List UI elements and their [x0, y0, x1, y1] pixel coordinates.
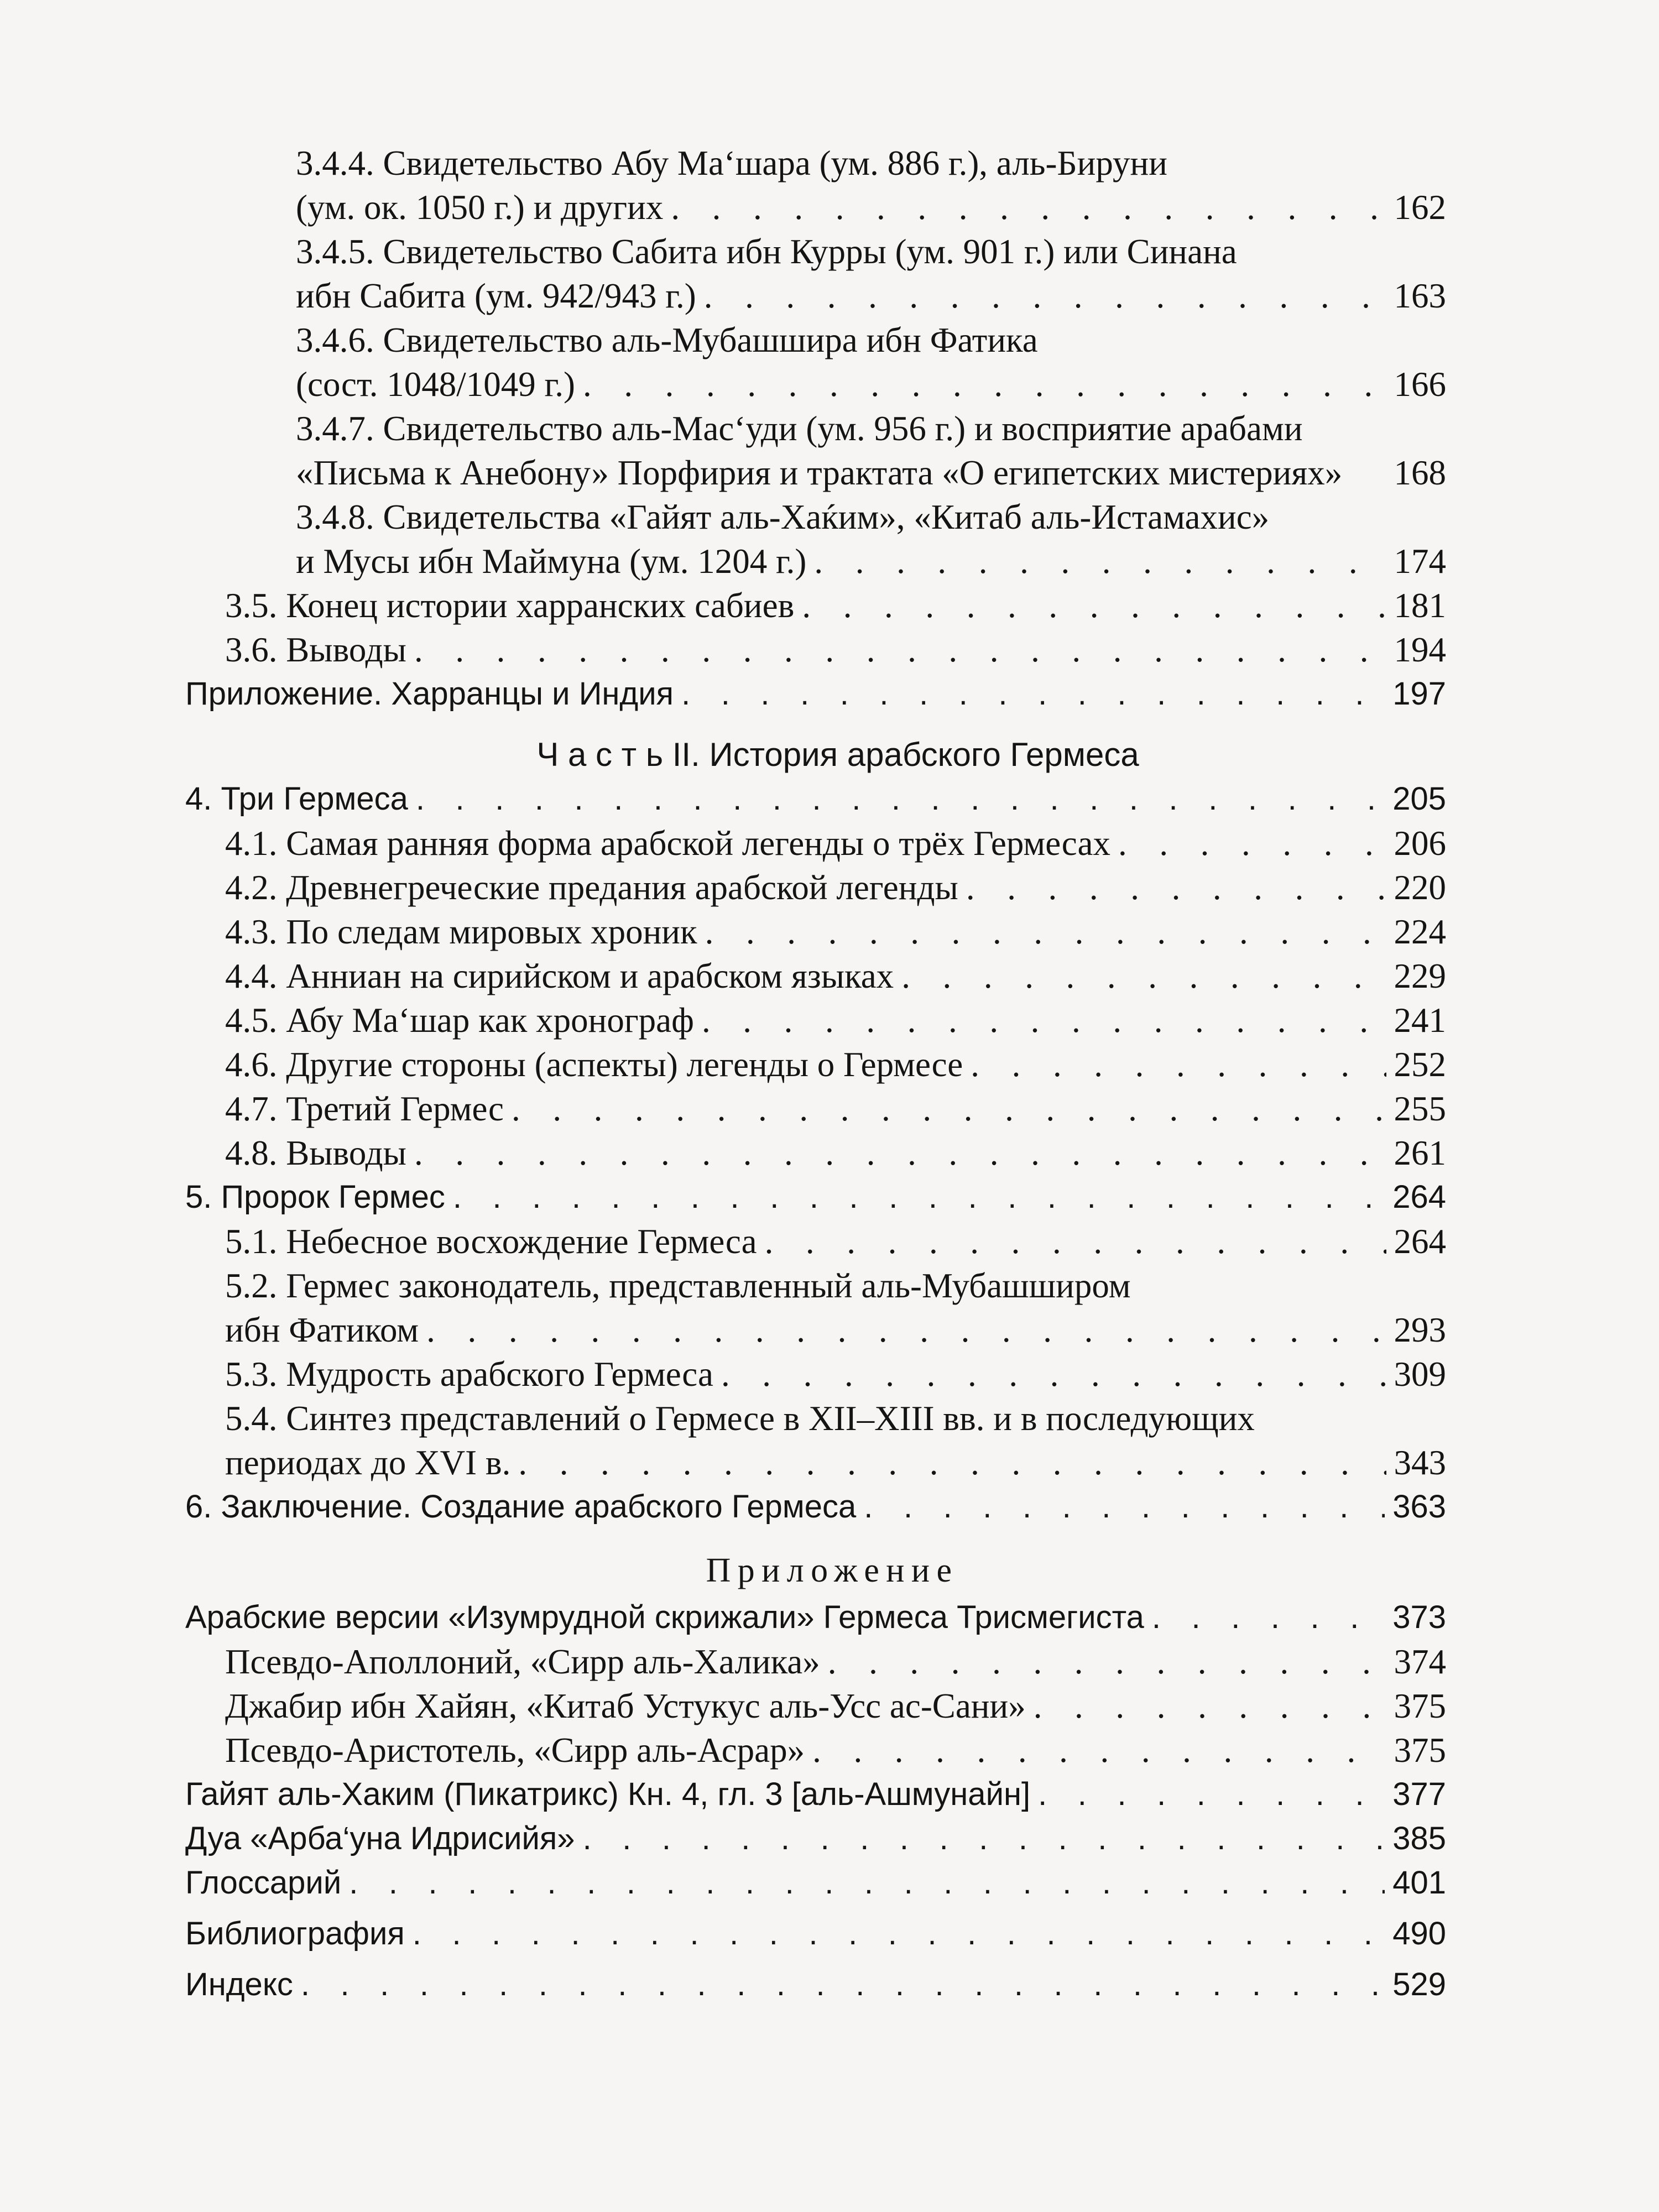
- dot-leader: [518, 1441, 1386, 1485]
- toc-entry[interactable]: [185, 954, 1446, 998]
- toc-entry-title: «Письма к Анебону» Порфирия и трактата «О египетских мистериях»: [296, 453, 1343, 492]
- toc-entry-title: 4.5. Абу Ма‘шар как хронограф: [225, 1001, 694, 1040]
- dot-leader: [414, 628, 1386, 672]
- toc-entry-row: [225, 998, 1446, 1042]
- dot-leader: [802, 583, 1386, 628]
- toc-entry-title: 4.1. Самая ранняя форма арабской легенды о трёх Гермесах: [225, 824, 1110, 863]
- dot-leader: [812, 1728, 1386, 1772]
- dot-leader: [1034, 1684, 1386, 1728]
- page-number: 490: [1392, 1916, 1446, 1952]
- toc-entry-title: 4.6. Другие стороны (аспекты) легенды о Гермесе: [225, 1045, 963, 1084]
- toc-entry-title: 4.4. Анниан на сирийском и арабском языках: [225, 957, 894, 995]
- dot-leader: [705, 910, 1386, 954]
- page-number: 375: [1394, 1731, 1446, 1770]
- toc-entry[interactable]: [185, 628, 1446, 672]
- dot-leader: [301, 1963, 1385, 2007]
- toc-entry-row: [185, 1817, 1446, 1861]
- toc-entry-title: 3.6. Выводы: [225, 630, 406, 669]
- toc-entry[interactable]: [185, 1219, 1446, 1264]
- toc-entry-title: 5.3. Мудрость арабского Гермеса: [225, 1355, 713, 1394]
- entry-gap: [185, 1956, 1446, 1963]
- toc-entry[interactable]: [185, 910, 1446, 954]
- toc-entry-title: Арабские версии «Изумрудной скрижали» Гермеса Трисмегиста: [185, 1599, 1144, 1635]
- toc-entry[interactable]: [185, 583, 1446, 628]
- toc-entry-row: [225, 1352, 1446, 1396]
- entry-gap: [185, 1905, 1446, 1912]
- dot-leader: [671, 185, 1386, 229]
- dot-leader: [828, 1640, 1386, 1684]
- page-number: 377: [1392, 1776, 1446, 1812]
- toc-entry[interactable]: [185, 1772, 1446, 1817]
- page-number: 174: [1394, 542, 1446, 581]
- toc-entry-row: [185, 1485, 1446, 1529]
- toc-entry[interactable]: [185, 318, 1446, 406]
- dot-leader: [681, 672, 1385, 716]
- toc-entry-row: [185, 777, 1446, 821]
- dot-leader: [1152, 1595, 1385, 1640]
- toc-entry-title: Гайят аль-Хаким (Пикатрикс) Кн. 4, гл. 3 [аль-Ашмунайн]: [185, 1776, 1031, 1812]
- dot-leader: [583, 362, 1386, 406]
- toc-entry-row: [296, 362, 1446, 406]
- toc-entry-title: 4.3. По следам мировых хроник: [225, 912, 697, 951]
- dot-leader: [721, 1352, 1386, 1396]
- page-number: 194: [1394, 630, 1446, 669]
- part-heading: Ч а с т ь II. История арабского Гермеса: [536, 736, 1139, 773]
- toc-entry[interactable]: [185, 1175, 1446, 1219]
- toc-entry-row: [225, 1087, 1446, 1131]
- page-number: 229: [1394, 957, 1446, 995]
- toc-entry-row: [225, 1684, 1446, 1728]
- page-number: 241: [1394, 1001, 1446, 1040]
- page-number: 206: [1394, 824, 1446, 863]
- toc-entry-title-line: 3.4.7. Свидетельство аль-Мас‘уди (ум. 956 г.) и восприятие арабами: [296, 409, 1303, 448]
- toc-entry[interactable]: [185, 1728, 1446, 1772]
- toc-entry-title-line: 5.2. Гермес законодатель, представленный аль-Мубашширом: [225, 1266, 1131, 1305]
- toc-entry-row: [185, 1772, 1446, 1817]
- dot-leader: [453, 1175, 1385, 1219]
- toc-entry-title-line: 3.4.4. Свидетельство Абу Ма‘шара (ум. 886 г.), аль-Бируни: [296, 144, 1167, 182]
- toc-entry[interactable]: [185, 998, 1446, 1042]
- toc-block-part2: [185, 777, 1446, 1529]
- toc-entry-row: [225, 1640, 1446, 1684]
- toc-entry-title: Дуа «Арба‘уна Идрисийя»: [185, 1820, 575, 1856]
- toc-entry-title: ибн Сабита (ум. 942/943 г.): [296, 276, 696, 315]
- toc-entry-title: Приложение. Харранцы и Индия: [185, 676, 674, 712]
- page-number: 181: [1394, 586, 1446, 625]
- toc-entry-title-line: 3.4.5. Свидетельство Сабита ибн Курры (ум. 901 г.) или Синана: [296, 232, 1237, 271]
- toc-entry-row: [185, 1861, 1446, 1905]
- page-number: 162: [1394, 188, 1446, 227]
- dot-leader: [864, 1485, 1385, 1529]
- toc-entry-row: [225, 1728, 1446, 1772]
- page-number: 264: [1392, 1179, 1446, 1215]
- page-number: 385: [1392, 1820, 1446, 1856]
- table-of-contents: [185, 141, 1446, 2007]
- toc-entry[interactable]: [185, 1042, 1446, 1087]
- page-number: 343: [1394, 1443, 1446, 1482]
- dot-leader: [814, 539, 1386, 583]
- page-number: 168: [1394, 453, 1446, 492]
- toc-entry[interactable]: [185, 1912, 1446, 1956]
- page-number: 197: [1392, 676, 1446, 712]
- toc-entry-title: 4.8. Выводы: [225, 1134, 406, 1172]
- page-number: 252: [1394, 1045, 1446, 1084]
- toc-entry[interactable]: [185, 141, 1446, 229]
- toc-entry-row: [185, 1595, 1446, 1640]
- page-number: 220: [1394, 868, 1446, 907]
- toc-entry-row: [225, 628, 1446, 672]
- toc-entry-title: 4.7. Третий Гермес: [225, 1089, 504, 1128]
- toc-entry[interactable]: [185, 1087, 1446, 1131]
- toc-entry[interactable]: [185, 777, 1446, 821]
- toc-entry[interactable]: [185, 1485, 1446, 1529]
- page-number: 293: [1394, 1311, 1446, 1349]
- toc-entry-row: [225, 583, 1446, 628]
- toc-entry-title: Псевдо-Аристотель, «Сирр аль-Асрар»: [225, 1731, 805, 1770]
- toc-entry-title: Псевдо-Аполлоний, «Сирр аль-Халика»: [225, 1642, 820, 1681]
- toc-entry-row: [296, 539, 1446, 583]
- page-number: 401: [1392, 1865, 1446, 1901]
- toc-entry-title: 5.1. Небесное восхождение Гермеса: [225, 1222, 757, 1261]
- page-number: 264: [1394, 1222, 1446, 1261]
- toc-entry-row: [296, 274, 1446, 318]
- toc-entry[interactable]: [185, 1640, 1446, 1684]
- toc-entry-row: [296, 451, 1446, 495]
- dot-leader: [512, 1087, 1386, 1131]
- page-number: 375: [1394, 1687, 1446, 1725]
- toc-entry[interactable]: [185, 1595, 1446, 1640]
- toc-entry[interactable]: [185, 1352, 1446, 1396]
- appendix-heading: Приложение: [706, 1552, 959, 1589]
- toc-entry-row: [225, 910, 1446, 954]
- toc-entry-title: и Мусы ибн Маймуна (ум. 1204 г.): [296, 542, 807, 581]
- dot-leader: [765, 1219, 1386, 1264]
- toc-entry-row: [185, 672, 1446, 716]
- toc-entry-row: [296, 185, 1446, 229]
- dot-leader: [702, 998, 1386, 1042]
- toc-entry[interactable]: [185, 1861, 1446, 1905]
- toc-entry-title: 5. Пророк Гермес: [185, 1179, 445, 1215]
- toc-entry-title: (ум. ок. 1050 г.) и других: [296, 188, 664, 227]
- dot-leader: [1118, 821, 1386, 865]
- toc-entry-title: 6. Заключение. Создание арабского Гермеса: [185, 1489, 857, 1525]
- toc-entry[interactable]: [185, 229, 1446, 318]
- dot-leader: [901, 954, 1386, 998]
- page-number: 255: [1394, 1089, 1446, 1128]
- toc-entry-title-line: 3.4.8. Свидетельства «Гайят аль-Хаќим», «Китаб аль-Истамахис»: [296, 498, 1270, 536]
- toc-entry-title: 4. Три Гермеса: [185, 781, 408, 817]
- page-number: 166: [1394, 365, 1446, 404]
- toc-block-appendix: [185, 1595, 1446, 1861]
- toc-entry-title: 3.5. Конец истории харранских сабиев: [225, 586, 795, 625]
- page-number: 373: [1392, 1599, 1446, 1635]
- toc-entry-row: [225, 1308, 1446, 1352]
- dot-leader: [349, 1861, 1385, 1905]
- toc-entry[interactable]: [185, 495, 1446, 583]
- toc-entry-title-line: 3.4.6. Свидетельство аль-Мубашшира ибн Фатика: [296, 321, 1038, 359]
- toc-entry[interactable]: [185, 672, 1446, 716]
- toc-entry-row: [185, 1963, 1446, 2007]
- dot-leader: [971, 1042, 1386, 1087]
- page-number: 163: [1394, 276, 1446, 315]
- dot-leader: [966, 865, 1386, 910]
- toc-entry-row: [225, 954, 1446, 998]
- toc-entry-row: [225, 865, 1446, 910]
- toc-entry-title: ибн Фатиком: [225, 1311, 419, 1349]
- toc-entry-row: [225, 821, 1446, 865]
- toc-entry[interactable]: [185, 1264, 1446, 1352]
- page-number: 224: [1394, 912, 1446, 951]
- dot-leader: [426, 1308, 1386, 1352]
- toc-entry-title: 4.2. Древнегреческие предания арабской легенды: [225, 868, 958, 907]
- toc-entry[interactable]: [185, 1684, 1446, 1728]
- toc-block-part1-end: [185, 141, 1446, 716]
- page-number: 205: [1392, 781, 1446, 817]
- toc-entry[interactable]: [185, 821, 1446, 865]
- page-number: 529: [1392, 1966, 1446, 2002]
- dot-leader: [413, 1912, 1385, 1956]
- toc-block-backmatter: [185, 1861, 1446, 2007]
- toc-entry[interactable]: [185, 406, 1446, 495]
- dot-leader: [416, 777, 1385, 821]
- toc-entry-row: [225, 1441, 1446, 1485]
- toc-entry[interactable]: [185, 865, 1446, 910]
- page-number: 309: [1394, 1355, 1446, 1394]
- toc-entry[interactable]: [185, 1396, 1446, 1485]
- toc-entry-row: [225, 1042, 1446, 1087]
- toc-entry-row: [225, 1219, 1446, 1264]
- dot-leader: [1038, 1772, 1385, 1817]
- toc-entry-title-line: 5.4. Синтез представлений о Гермесе в XII–XIII вв. и в последующих: [225, 1399, 1255, 1438]
- page-number: 363: [1392, 1489, 1446, 1525]
- page-number: 261: [1394, 1134, 1446, 1172]
- toc-entry-title: Библиография: [185, 1916, 405, 1952]
- toc-entry[interactable]: [185, 1817, 1446, 1861]
- dot-leader: [704, 274, 1386, 318]
- dot-leader: [583, 1817, 1385, 1861]
- toc-entry-title: (сост. 1048/1049 г.): [296, 365, 575, 404]
- toc-entry-title: периодах до XVI в.: [225, 1443, 511, 1482]
- toc-entry-title: Индекс: [185, 1966, 293, 2002]
- dot-leader: [414, 1131, 1386, 1175]
- toc-entry-row: [185, 1175, 1446, 1219]
- page-number: 374: [1394, 1642, 1446, 1681]
- toc-entry-row: [185, 1912, 1446, 1956]
- toc-entry[interactable]: [185, 1131, 1446, 1175]
- toc-entry[interactable]: [185, 1963, 1446, 2007]
- toc-entry-title: Джабир ибн Хайян, «Китаб Устукус аль-Усс ас-Сани»: [225, 1687, 1026, 1725]
- toc-entry-title: Глоссарий: [185, 1865, 342, 1901]
- toc-entry-row: [225, 1131, 1446, 1175]
